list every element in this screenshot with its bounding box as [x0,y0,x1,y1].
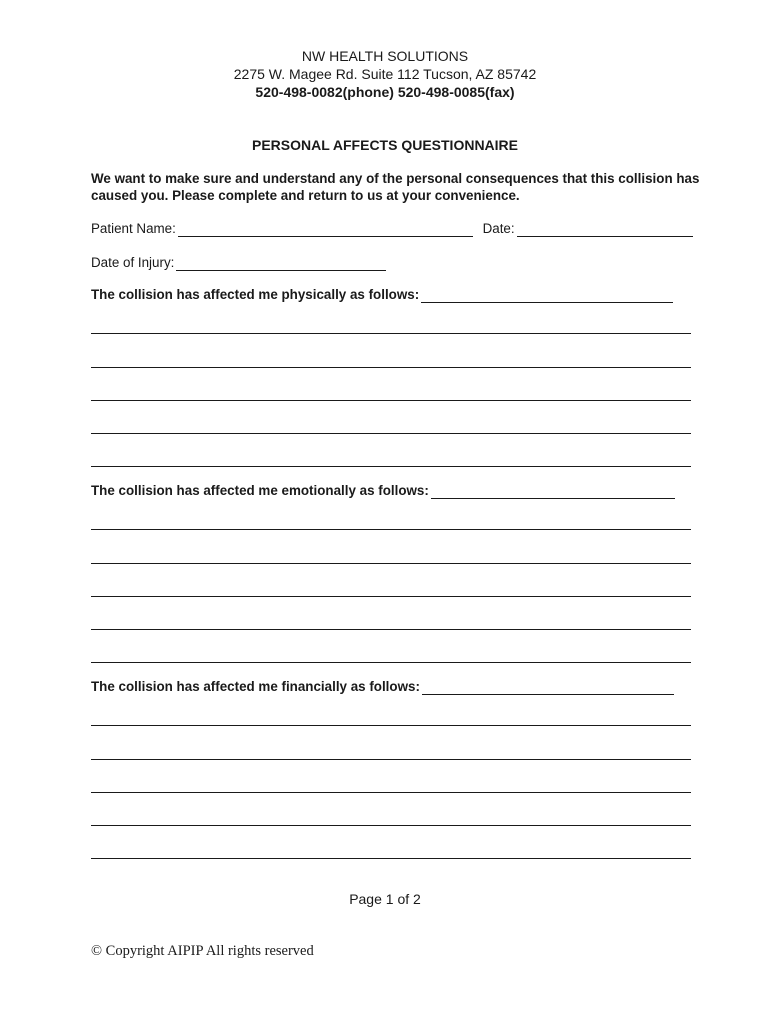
physical-answer-line[interactable] [91,466,691,467]
page-number: Page 1 of 2 [349,891,421,907]
org-name: NW HEALTH SOLUTIONS [301,48,469,64]
physical-answer-line[interactable] [91,433,691,434]
date-blank[interactable] [517,223,693,237]
physical-section-label: The collision has affected me physically as follows: [91,287,420,302]
date-of-injury-row [91,254,386,271]
emotional-answer-line[interactable] [91,596,691,597]
physical-section-title [91,286,673,303]
patient-name-blank[interactable] [178,223,473,237]
date-of-injury-field[interactable] [91,254,386,271]
financial-answer-line[interactable] [91,825,691,826]
org-address: 2275 W. Magee Rd. Suite 112 Tucson, AZ 85742 [233,66,537,82]
emotional-section-title [91,482,675,499]
patient-info-row [91,220,693,237]
date-of-injury-label: Date of Injury: [91,255,175,270]
date-label: Date: [482,221,515,236]
financial-answer-line[interactable] [91,725,691,726]
emotional-answer-line[interactable] [91,662,691,663]
emotional-answer-line[interactable] [91,563,691,564]
org-contact: 520-498-0082(phone) 520-498-0085(fax) [255,84,515,100]
physical-first-blank[interactable] [421,289,673,303]
financial-section-title [91,678,674,695]
date-of-injury-blank[interactable] [176,257,386,271]
patient-name-label: Patient Name: [91,221,176,236]
financial-section-label: The collision has affected me financially as follows: [91,679,420,694]
copyright-notice: © Copyright AIPIP All rights reserved [91,943,314,959]
form-title: PERSONAL AFFECTS QUESTIONNAIRE [251,137,519,153]
physical-answer-line[interactable] [91,333,691,334]
financial-first-blank[interactable] [422,681,674,695]
patient-name-field[interactable] [91,220,473,237]
emotional-answer-line[interactable] [91,529,691,530]
date-field[interactable] [483,220,693,237]
physical-answer-line[interactable] [91,400,691,401]
financial-answer-line[interactable] [91,858,691,859]
financial-answer-line[interactable] [91,792,691,793]
physical-answer-line[interactable] [91,367,691,368]
emotional-answer-line[interactable] [91,629,691,630]
financial-answer-line[interactable] [91,759,691,760]
intro-text: We want to make sure and understand any of the personal consequences that this collision has caused you. Please complete and return to us at your convenience. [91,171,700,203]
emotional-section-label: The collision has affected me emotionally as follows: [91,483,429,498]
emotional-first-blank[interactable] [431,485,675,499]
